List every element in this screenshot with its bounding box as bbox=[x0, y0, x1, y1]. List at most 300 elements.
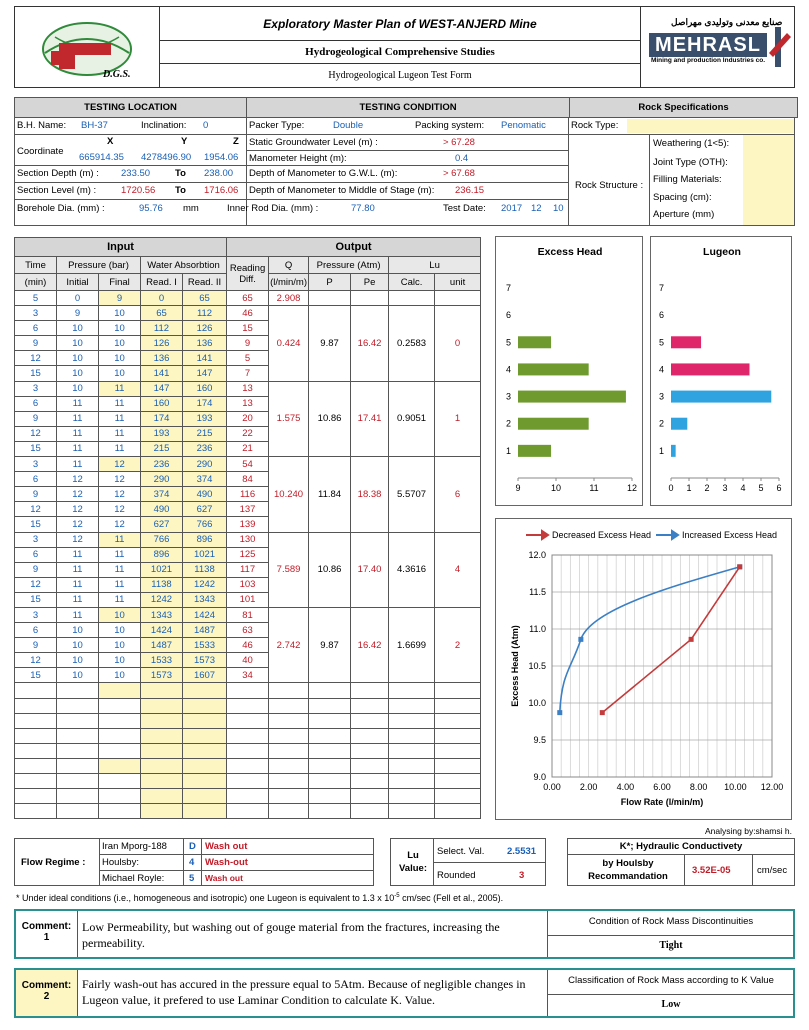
x-tick-label: 10 bbox=[550, 483, 562, 493]
col-pressure-atm: Pressure (Atm) bbox=[309, 257, 389, 274]
table-row bbox=[15, 532, 481, 547]
cell: 490 bbox=[141, 502, 183, 517]
cell: 10 bbox=[99, 351, 141, 366]
comment-1-text: Low Permeability, but washing out of gouge material from the fractures, increasing the permeability. bbox=[82, 920, 500, 950]
bar bbox=[671, 391, 771, 403]
test-date-month: 12 bbox=[531, 203, 542, 214]
cell: 11 bbox=[57, 396, 99, 411]
stage-q: 2.742 bbox=[269, 607, 309, 682]
empty-row bbox=[15, 728, 481, 743]
col-final: Final bbox=[99, 274, 141, 291]
manometer-height-label: Manometer Height (m): bbox=[249, 153, 347, 164]
cell: 6 bbox=[15, 472, 57, 487]
y-tick-label: 12.0 bbox=[528, 550, 546, 560]
comment-2-label: Comment: 2 bbox=[16, 970, 78, 1016]
flow-rate-chart-svg bbox=[496, 519, 793, 821]
cell: 10 bbox=[99, 668, 141, 683]
x-tick-label: 2.00 bbox=[579, 782, 598, 792]
col-min: (min) bbox=[15, 274, 57, 291]
stage-p: 9.87 bbox=[309, 607, 351, 682]
input-header: Input bbox=[15, 238, 227, 257]
mehrasl-emblem-icon bbox=[767, 23, 793, 71]
cell: 6 bbox=[15, 396, 57, 411]
cell: 3 bbox=[15, 532, 57, 547]
cell: 20 bbox=[227, 411, 269, 426]
cell: 10 bbox=[99, 653, 141, 668]
cell: 101 bbox=[227, 592, 269, 607]
cell: 1573 bbox=[141, 668, 183, 683]
output-header: Output bbox=[227, 238, 481, 257]
col-read2: Read. II bbox=[183, 274, 227, 291]
x-tick-label: 6 bbox=[776, 483, 782, 493]
discontinuity-value: Tight bbox=[659, 940, 683, 951]
c1-svg bbox=[496, 237, 644, 507]
cell: 40 bbox=[227, 653, 269, 668]
y-tick-label: 9.5 bbox=[533, 735, 546, 745]
empty-row bbox=[15, 683, 481, 698]
empty-row bbox=[15, 789, 481, 804]
x-label: X bbox=[107, 136, 114, 147]
bh-value: BH-37 bbox=[81, 120, 108, 131]
inner-rod-label: Inner Rod Dia. (mm) : bbox=[227, 203, 319, 214]
cell: 3 bbox=[15, 607, 57, 622]
cell: 10 bbox=[57, 623, 99, 638]
cell: 137 bbox=[227, 502, 269, 517]
spacing-label: Spacing (cm): bbox=[653, 192, 712, 203]
stage-pe: 18.38 bbox=[351, 457, 389, 532]
dgs-emblem-icon bbox=[15, 7, 160, 87]
x-tick-label: 0.00 bbox=[543, 782, 561, 792]
col-pe: Pe bbox=[351, 274, 389, 291]
col-p: P bbox=[309, 274, 351, 291]
k-classification-value: Low bbox=[661, 999, 681, 1010]
cell: 11 bbox=[57, 577, 99, 592]
stage-calc: 0.2583 bbox=[389, 306, 435, 381]
empty-row bbox=[15, 774, 481, 789]
first-q: 2.908 bbox=[269, 291, 309, 306]
cell: 1607 bbox=[183, 668, 227, 683]
x-tick-label: 1 bbox=[686, 483, 692, 493]
regime-iran: Iran Mporg-188 bbox=[102, 841, 167, 852]
section-level-to: 1716.06 bbox=[204, 185, 239, 196]
stage-p: 9.87 bbox=[309, 306, 351, 381]
y-tick-label: 9.0 bbox=[533, 772, 546, 782]
cell: 1573 bbox=[183, 653, 227, 668]
stage-pe: 16.42 bbox=[351, 306, 389, 381]
cell: 65 bbox=[141, 306, 183, 321]
x-tick-label: 9 bbox=[515, 483, 521, 493]
section-depth-label: Section Depth (m) : bbox=[17, 168, 99, 179]
form-name: Hydrogeological Lugeon Test Form bbox=[328, 70, 472, 81]
stage-pe: 17.40 bbox=[351, 532, 389, 607]
cell: 65 bbox=[227, 291, 269, 306]
borehole-dia-label: Borehole Dia. (mm) : bbox=[17, 203, 105, 214]
cell: 11 bbox=[57, 441, 99, 456]
col-water-abs: Water Absorbtion bbox=[141, 257, 227, 274]
borehole-dia-unit: mm bbox=[183, 203, 199, 214]
y-tick-label: 7 bbox=[506, 283, 512, 293]
z-value: 1954.06 bbox=[204, 152, 239, 163]
cell: 1424 bbox=[183, 607, 227, 622]
cell: 3 bbox=[15, 457, 57, 472]
packer-value: Double bbox=[333, 120, 364, 131]
series-increased-line bbox=[560, 567, 740, 713]
testing-location-title: TESTING LOCATION bbox=[15, 98, 247, 118]
lu-rounded-value: 3 bbox=[519, 870, 525, 881]
info-table bbox=[14, 97, 798, 118]
col-lu: Lu bbox=[389, 257, 481, 274]
x-tick-label: 6.00 bbox=[653, 782, 671, 792]
cell: 10 bbox=[57, 321, 99, 336]
y-tick-label: 2 bbox=[506, 418, 512, 429]
k-classification-title: Classification of Rock Mass according to K Value bbox=[568, 975, 774, 986]
y-tick-label: 5 bbox=[659, 337, 665, 348]
cell: 10 bbox=[99, 607, 141, 622]
cell: 193 bbox=[183, 411, 227, 426]
cell: 9 bbox=[15, 336, 57, 351]
legend-increased-arrow bbox=[656, 531, 678, 539]
y-tick-label: 10.5 bbox=[528, 661, 546, 671]
cell: 126 bbox=[183, 321, 227, 336]
y-tick-label: 5 bbox=[506, 337, 512, 348]
lu-select-value: 2.5531 bbox=[507, 846, 537, 857]
cell: 12 bbox=[99, 517, 141, 532]
cell: 9 bbox=[15, 411, 57, 426]
cell: 11 bbox=[57, 592, 99, 607]
manometer-height-value: 0.4 bbox=[455, 153, 469, 164]
cell: 6 bbox=[15, 623, 57, 638]
lu-rounded-label: Rounded bbox=[437, 870, 476, 881]
col-lmin: (l/min/m) bbox=[269, 274, 309, 291]
cell: 1343 bbox=[183, 592, 227, 607]
cell: 0 bbox=[57, 291, 99, 306]
y-tick-label: 1 bbox=[506, 445, 512, 456]
regime-iran-code: D bbox=[189, 841, 196, 852]
cell: 896 bbox=[183, 532, 227, 547]
cell: 81 bbox=[227, 607, 269, 622]
empty-row bbox=[15, 698, 481, 713]
cell: 1021 bbox=[141, 562, 183, 577]
form-header bbox=[14, 6, 795, 88]
bar bbox=[671, 445, 676, 457]
mehrasl-logo bbox=[640, 7, 795, 87]
k-unit: cm/sec bbox=[757, 865, 788, 876]
cell: 627 bbox=[183, 502, 227, 517]
borehole-dia-value: 95.76 bbox=[139, 203, 163, 214]
cell: 11 bbox=[57, 411, 99, 426]
legend-increased: Increased Excess Head bbox=[682, 530, 778, 540]
hydraulic-k-box bbox=[567, 838, 795, 886]
cell: 11 bbox=[57, 562, 99, 577]
to-label-2: To bbox=[175, 185, 186, 196]
aperture-label: Aperture (mm) bbox=[653, 209, 715, 220]
cell: 34 bbox=[227, 668, 269, 683]
cell: 112 bbox=[183, 306, 227, 321]
k-value: 3.52E-05 bbox=[692, 865, 731, 876]
stage-q: 10.240 bbox=[269, 457, 309, 532]
lu-select-label: Select. Val. bbox=[437, 846, 485, 857]
y-tick-label: 6 bbox=[506, 310, 512, 321]
regime-houlsby-value: Wash-out bbox=[205, 857, 248, 868]
y-tick-label: 4 bbox=[659, 364, 665, 375]
cell: 10 bbox=[99, 638, 141, 653]
cell: 84 bbox=[227, 472, 269, 487]
cell: 160 bbox=[183, 381, 227, 396]
cell: 11 bbox=[99, 547, 141, 562]
condition-panel bbox=[227, 118, 569, 226]
cell: 10 bbox=[57, 366, 99, 381]
cell: 12 bbox=[15, 577, 57, 592]
decreased-point bbox=[737, 564, 742, 569]
cell: 10 bbox=[99, 366, 141, 381]
cell: 174 bbox=[141, 411, 183, 426]
excess-head-chart bbox=[495, 236, 643, 506]
legend-decreased: Decreased Excess Head bbox=[552, 530, 652, 540]
cell: 1487 bbox=[183, 623, 227, 638]
cell: 12 bbox=[57, 487, 99, 502]
col-q: Q bbox=[269, 257, 309, 274]
cell: 10 bbox=[57, 381, 99, 396]
cell: 374 bbox=[183, 472, 227, 487]
cell: 11 bbox=[57, 607, 99, 622]
info-body bbox=[14, 117, 795, 226]
cell: 11 bbox=[99, 396, 141, 411]
regime-royle-code: 5 bbox=[189, 873, 195, 884]
x-tick-label: 4.00 bbox=[616, 782, 635, 792]
depth-middle-value: 236.15 bbox=[455, 185, 485, 196]
depth-middle-label: Depth of Manometer to Middle of Stage (m): bbox=[249, 185, 435, 196]
coordinate-label: Coordinate bbox=[17, 146, 64, 157]
stage-pe: 16.42 bbox=[351, 607, 389, 682]
cell: 11 bbox=[57, 426, 99, 441]
y-tick-label: 3 bbox=[659, 391, 665, 402]
cell: 11 bbox=[99, 381, 141, 396]
col-read1: Read. I bbox=[141, 274, 183, 291]
cell: 10 bbox=[57, 351, 99, 366]
cell: 54 bbox=[227, 457, 269, 472]
cell: 490 bbox=[183, 487, 227, 502]
cell: 5 bbox=[227, 351, 269, 366]
table-row bbox=[15, 291, 481, 306]
table-row bbox=[15, 607, 481, 622]
cell: 10 bbox=[57, 668, 99, 683]
x-tick-label: 3 bbox=[722, 483, 728, 493]
comment-1-box bbox=[14, 909, 795, 959]
packer-label: Packer Type: bbox=[249, 120, 305, 131]
y-tick-label: 7 bbox=[659, 283, 665, 293]
cell: 103 bbox=[227, 577, 269, 592]
comment-1-label: Comment: 1 bbox=[16, 911, 78, 957]
stage-q: 0.424 bbox=[269, 306, 309, 381]
stage-p: 11.84 bbox=[309, 457, 351, 532]
bar bbox=[671, 363, 750, 375]
cell: 12 bbox=[57, 502, 99, 517]
cell: 627 bbox=[141, 517, 183, 532]
decreased-point bbox=[600, 710, 605, 715]
cell: 9 bbox=[15, 487, 57, 502]
table-row bbox=[15, 457, 481, 472]
comment-2-right bbox=[547, 970, 793, 1016]
lugeon-title: Lugeon bbox=[703, 246, 741, 258]
filling-label: Filling Materials: bbox=[653, 174, 722, 185]
lugeon-note: * Under ideal conditions (i.e., homogeneous and isotropic) one Lugeon is equivalent to 1.3 x $10^{-5}$ cm/sec (Fell et al., 2005). bbox=[16, 893, 504, 903]
cell: 147 bbox=[141, 381, 183, 396]
cell: 12 bbox=[57, 517, 99, 532]
bar bbox=[518, 336, 551, 348]
col-calc: Calc. bbox=[389, 274, 435, 291]
cell: 10 bbox=[99, 623, 141, 638]
inclination-label: Inclination: bbox=[141, 120, 187, 131]
regime-royle: Michael Royle: bbox=[102, 873, 165, 884]
bar bbox=[671, 418, 687, 430]
cell: 1343 bbox=[141, 607, 183, 622]
cell: 116 bbox=[227, 487, 269, 502]
cell: 65 bbox=[183, 291, 227, 306]
z-label: Z bbox=[233, 136, 239, 147]
cell: 1487 bbox=[141, 638, 183, 653]
comment-2-text: Fairly wash-out has accured in the pressure equal to 5Atm. Because of negligible changes in Lugeon value, it prefered to use Laminar Condition to calculate K. Value. bbox=[82, 977, 526, 1007]
y-tick-label: 11.5 bbox=[529, 587, 546, 597]
col-reading-diff: Reading Diff. bbox=[227, 257, 269, 291]
cell: 174 bbox=[183, 396, 227, 411]
dgs-text: D.G.S. bbox=[103, 69, 131, 80]
cell: 6 bbox=[15, 321, 57, 336]
cell: 766 bbox=[183, 517, 227, 532]
cell: 1138 bbox=[183, 562, 227, 577]
cell: 12 bbox=[15, 351, 57, 366]
bar bbox=[518, 391, 626, 403]
mehrasl-arabic: صنایع معدنی وتولیدی مهراصل bbox=[671, 17, 783, 27]
y-tick-label: 1 bbox=[659, 445, 665, 456]
y-tick-label: 11.0 bbox=[529, 624, 546, 634]
cell: 22 bbox=[227, 426, 269, 441]
stage-unit: 2 bbox=[435, 607, 481, 682]
lugeon-chart bbox=[650, 236, 792, 506]
cell: 9 bbox=[57, 306, 99, 321]
cell: 3 bbox=[15, 381, 57, 396]
cell: 11 bbox=[99, 411, 141, 426]
cell: 11 bbox=[57, 547, 99, 562]
cell: 374 bbox=[141, 487, 183, 502]
test-date-day: 10 bbox=[553, 203, 564, 214]
table-row bbox=[15, 381, 481, 396]
empty-row bbox=[15, 713, 481, 728]
excess-head-title: Excess Head bbox=[537, 246, 603, 258]
x-tick-label: 11 bbox=[589, 483, 599, 493]
rock-spec-title: Rock Specifications bbox=[570, 98, 798, 118]
cell: 15 bbox=[15, 517, 57, 532]
cell: 12 bbox=[57, 472, 99, 487]
cell: 11 bbox=[99, 592, 141, 607]
y-label: Y bbox=[181, 136, 188, 147]
x-tick-label: 12 bbox=[626, 483, 638, 493]
testing-condition-title: TESTING CONDITION bbox=[247, 98, 570, 118]
inclination-value: 0 bbox=[203, 120, 209, 131]
cell: 12 bbox=[15, 502, 57, 517]
bar bbox=[518, 445, 551, 457]
depth-manometer-label: Depth of Manometer to G.W.L. (m): bbox=[249, 168, 398, 179]
cell: 141 bbox=[141, 366, 183, 381]
rock-panel bbox=[569, 118, 795, 226]
cell: 136 bbox=[141, 351, 183, 366]
mehrasl-name: MEHRASL bbox=[649, 33, 767, 57]
cell: 11 bbox=[99, 426, 141, 441]
cell: 12 bbox=[15, 653, 57, 668]
cell: 11 bbox=[99, 441, 141, 456]
section-level-label: Section Level (m) : bbox=[17, 185, 97, 196]
bar bbox=[671, 336, 701, 348]
cell: 12 bbox=[57, 532, 99, 547]
location-panel bbox=[15, 118, 247, 226]
flow-regime-box bbox=[14, 838, 374, 886]
page-title: Exploratory Master Plan of WEST-ANJERD Mine bbox=[160, 7, 640, 41]
lu-value-box bbox=[390, 838, 546, 886]
cell: 215 bbox=[141, 441, 183, 456]
cell: 12 bbox=[15, 426, 57, 441]
sgw-value: > 67.28 bbox=[443, 137, 475, 148]
cell: 1021 bbox=[183, 547, 227, 562]
regime-royle-value: Wash out bbox=[205, 873, 243, 883]
regime-houlsby: Houlsby: bbox=[102, 857, 139, 868]
cell: 215 bbox=[183, 426, 227, 441]
increased-point bbox=[578, 637, 583, 642]
legend-decreased-arrow bbox=[526, 531, 548, 539]
cell: 10 bbox=[99, 321, 141, 336]
cell: 1424 bbox=[141, 623, 183, 638]
y-axis-label: Excess Head (Atm) bbox=[510, 625, 520, 707]
k-title: K*; Hydraulic Conductivety bbox=[619, 841, 743, 852]
cell: 125 bbox=[227, 547, 269, 562]
comment-1-right bbox=[547, 911, 793, 957]
sgw-label: Static Groundwater Level (m) : bbox=[249, 137, 378, 148]
to-label: To bbox=[175, 168, 186, 179]
mehrasl-sub: Mining and production Industries co. bbox=[650, 57, 766, 64]
col-unit: unit bbox=[435, 274, 481, 291]
stage-calc: 4.3616 bbox=[389, 532, 435, 607]
cell: 63 bbox=[227, 623, 269, 638]
stage-calc: 5.5707 bbox=[389, 457, 435, 532]
stage-unit: 1 bbox=[435, 381, 481, 456]
cell: 9 bbox=[15, 638, 57, 653]
section-depth-from: 233.50 bbox=[121, 168, 151, 179]
x-tick-label: 2 bbox=[704, 483, 710, 493]
cell: 1533 bbox=[183, 638, 227, 653]
depth-manometer-value: > 67.68 bbox=[443, 168, 475, 179]
page-subtitle: Hydrogeological Comprehensive Studies bbox=[160, 41, 640, 64]
regime-houlsby-code: 4 bbox=[189, 857, 195, 868]
col-initial: Initial bbox=[57, 274, 99, 291]
test-date-label: Test Date: bbox=[443, 203, 486, 214]
cell: 12 bbox=[99, 487, 141, 502]
analysing-by: Analysing by:shamsi h. bbox=[705, 826, 792, 836]
cell: 193 bbox=[141, 426, 183, 441]
x-tick-label: 8.00 bbox=[689, 782, 708, 792]
stage-unit: 0 bbox=[435, 306, 481, 381]
cell: 10 bbox=[99, 306, 141, 321]
test-date-year: 2017 bbox=[501, 203, 523, 214]
inner-rod-value: 77.80 bbox=[351, 203, 375, 214]
dgs-logo bbox=[15, 7, 160, 87]
cell: 1138 bbox=[141, 577, 183, 592]
bh-label: B.H. Name: bbox=[17, 120, 67, 131]
x-tick-label: 5 bbox=[758, 483, 764, 493]
increased-point bbox=[557, 710, 562, 715]
y-tick-label: 3 bbox=[506, 391, 512, 402]
stage-p: 10.86 bbox=[309, 532, 351, 607]
packing-value: Penomatic bbox=[501, 120, 546, 131]
cell: 13 bbox=[227, 381, 269, 396]
cell: 236 bbox=[141, 457, 183, 472]
